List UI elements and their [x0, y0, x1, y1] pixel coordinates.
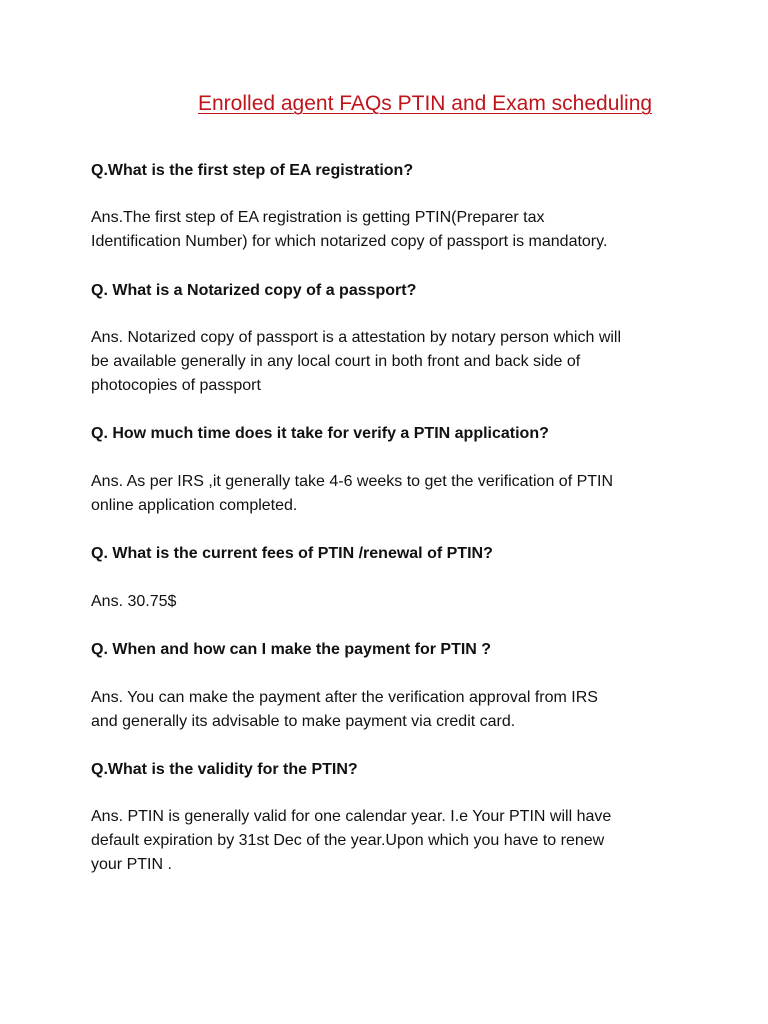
faq-answer-6 [91, 805, 691, 877]
faq-answer-2 [91, 326, 691, 398]
faq-question-4: Q. What is the current fees of PTIN /renewal of PTIN? [91, 545, 493, 562]
faq-answer-5 [91, 686, 691, 734]
document-title: Enrolled agent FAQs PTIN and Exam scheduling [198, 92, 653, 115]
faq-answer-1-line-2: Identification Number) for which notarized copy of passport is mandatory. [91, 233, 608, 250]
faq-question-2: Q. What is a Notarized copy of a passport? [91, 282, 417, 299]
faq-answer-2-line-2: be available generally in any local court in both front and back side of [91, 353, 581, 370]
faq-question-6: Q.What is the validity for the PTIN? [91, 761, 358, 778]
faq-answer-2-line-3: photocopies of passport [91, 377, 261, 394]
faq-answer-2-line-1: Ans. Notarized copy of passport is a attestation by notary person which will [91, 329, 622, 346]
faq-answer-1 [91, 206, 691, 254]
faq-question-3: Q. How much time does it take for verify a PTIN application? [91, 425, 549, 442]
faq-answer-6-line-3: your PTIN . [91, 856, 172, 873]
faq-question-1: Q.What is the first step of EA registration? [91, 162, 414, 179]
faq-answer-4-line-1: Ans. 30.75$ [91, 593, 177, 610]
faq-answer-5-line-2: and generally its advisable to make payment via credit card. [91, 713, 516, 730]
faq-answer-1-line-1: Ans.The first step of EA registration is getting PTIN(Preparer tax [91, 209, 545, 226]
faq-answer-5-line-1: Ans. You can make the payment after the verification approval from IRS [91, 689, 598, 706]
faq-answer-6-line-2: default expiration by 31st Dec of the year.Upon which you have to renew [91, 832, 605, 849]
faq-answer-4 [91, 590, 691, 614]
faq-answer-3 [91, 470, 691, 518]
faq-question-5: Q. When and how can I make the payment for PTIN ? [91, 641, 492, 658]
faq-answer-3-line-1: Ans. As per IRS ,it generally take 4-6 weeks to get the verification of PTIN [91, 473, 614, 490]
faq-answer-3-line-2: online application completed. [91, 497, 298, 514]
faq-answer-6-line-1: Ans. PTIN is generally valid for one calendar year. I.e Your PTIN will have [91, 808, 612, 825]
